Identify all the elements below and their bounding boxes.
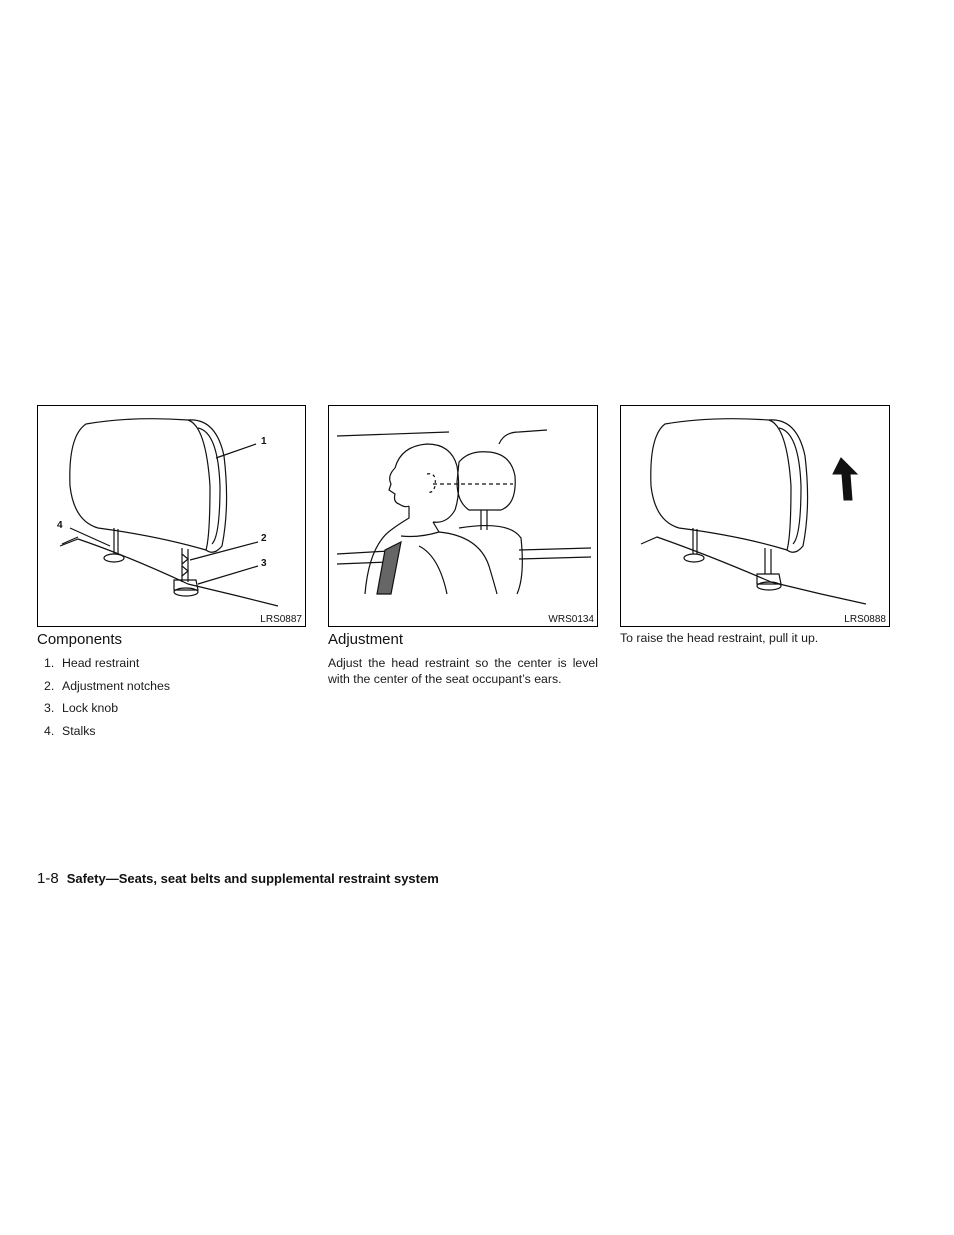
adjustment-text: Adjust the head restraint so the center is level with the center of the seat occupant’s ears. xyxy=(328,656,598,686)
adjustment-heading: Adjustment xyxy=(328,631,404,648)
callout-3: 3 xyxy=(261,558,267,569)
callout-2: 2 xyxy=(261,533,267,544)
figure-code: LRS0888 xyxy=(844,614,886,625)
callout-1: 1 xyxy=(261,436,267,447)
page-number: 1-8 xyxy=(37,870,59,887)
list-item: 1. Head restraint xyxy=(44,656,140,670)
list-item: 3. Lock knob xyxy=(44,701,119,716)
section-title: Safety—Seats, seat belts and supplemental restraint system xyxy=(66,871,439,886)
list-item: 2. Adjustment notches xyxy=(44,678,171,693)
components-heading: Components xyxy=(37,631,123,648)
list-item: 4. Stalks xyxy=(44,723,96,738)
head-restraint-raise-illustration xyxy=(621,406,891,628)
figure-code: WRS0134 xyxy=(548,614,594,625)
figure-code: LRS0887 xyxy=(260,614,302,625)
figure-adjustment xyxy=(328,405,598,627)
page-footer xyxy=(37,870,439,887)
occupant-head-restraint-illustration xyxy=(329,406,599,628)
components-list xyxy=(44,655,170,745)
head-restraint-components-illustration xyxy=(38,406,307,628)
raise-text: To raise the head restraint, pull it up. xyxy=(620,631,819,645)
figure-raise xyxy=(620,405,890,627)
figure-components xyxy=(37,405,306,627)
callout-4: 4 xyxy=(57,520,63,531)
arrow-up-icon xyxy=(833,458,857,500)
